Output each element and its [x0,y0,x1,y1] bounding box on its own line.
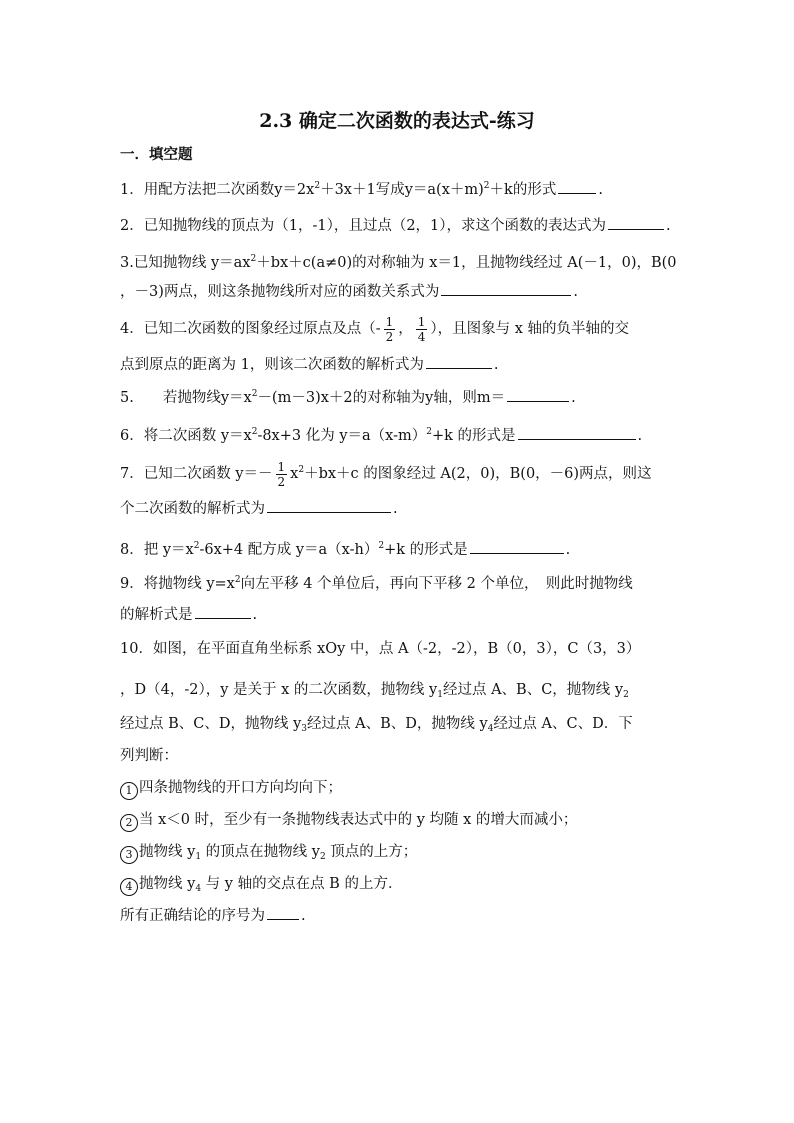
q7-exp: 2 [298,465,305,475]
question-5 [120,385,576,407]
q8-exp2: 2 [378,541,385,551]
question-10 [120,640,640,658]
q9-text2: 向左平移 4 个单位后，再向下平移 2 个单位， 则此时抛物线 [240,576,633,592]
numerator: 1 [417,314,426,329]
answer-blank[interactable] [507,387,569,402]
q10-text: ，D（4，-2），y 是关于 x 的二次函数，抛物线 y [120,682,438,698]
question-7 [120,452,652,492]
question-1 [120,177,603,199]
period: . [252,607,258,623]
option-text: 抛物线 y [139,876,196,892]
circled-number-1: 1 [120,782,138,800]
q5-exp: 2 [251,389,258,399]
final-text: 所有正确结论的序号为 [120,908,265,924]
subscript: 4 [195,884,202,894]
option-text: 与 y 轴的交点在点 B 的上方． [201,876,403,892]
option-text: 抛物线 y [139,844,196,860]
answer-blank[interactable] [195,604,251,619]
period: . [571,390,576,406]
denominator: 2 [277,474,286,489]
period: . [565,542,571,558]
question-10-line-4 [120,747,178,765]
question-10-line-3 [120,715,633,738]
q10-text: 经过点 A、C、D．下 [493,716,633,732]
section-heading: 一．填空题 [120,146,193,163]
q8-text2: -6x+4 配方成 y＝a（x-h） [199,542,379,558]
subscript: 3 [301,724,308,734]
final-question [120,905,306,925]
subscript: 2 [623,690,629,700]
q1-expr: y＝2x [274,182,315,198]
q7-var: x [290,466,299,482]
fraction [416,315,428,344]
q1-exp: 2 [314,181,321,191]
numerator: 1 [385,314,394,329]
q1-text: 1．用配方法把二次函数 [120,182,275,198]
q3-exp: 2 [250,254,257,264]
q3-text3: ，－3)两点，则这条抛物线所对应的函数关系式为 [120,284,440,300]
q8-text: 8．把 y＝x [120,542,194,558]
denominator: 2 [385,329,394,344]
answer-blank[interactable] [441,281,571,296]
option-text: 四条抛物线的开口方向均向下； [139,780,342,796]
q2-text: 2．已知抛物线的顶点为（1，-1），且过点（2，1），求这个函数的表达式为 [120,218,607,234]
separator: ， [398,321,413,337]
q1-exp2: 2 [483,181,490,191]
fraction [384,315,396,344]
q3-text: 3.已知抛物线 y＝ax [120,255,251,271]
q4-text2: ），且图象与 x 轴的负半轴的交 [430,321,630,337]
circled-number-3: 3 [120,846,138,864]
period: . [493,357,499,373]
question-8 [120,537,570,559]
circled-number-4: 4 [120,878,138,896]
option-2 [120,811,577,832]
subscript: 1 [195,852,202,862]
q9-exp: 2 [234,575,241,585]
q4-text: 4．已知二次函数的图象经过原点及点（- [120,321,381,337]
period: . [666,218,671,234]
denominator: 4 [417,329,426,344]
period: . [637,428,643,444]
numerator: 1 [277,459,286,474]
period: . [573,284,578,300]
q6-exp2: 2 [426,427,432,437]
period: . [301,908,306,924]
answer-blank[interactable] [470,539,564,554]
subscript: 2 [319,852,326,862]
option-text: 的顶点在抛物线 y [201,844,320,860]
q9-text: 9．将抛物线 y=x [120,576,235,592]
period: . [393,501,398,517]
q10-text: 经过点 A、B、D，抛物线 y [307,716,488,732]
option-4 [120,875,402,898]
q3-text2: ＋bx＋c(a≠0)的对称轴为 x＝1，且抛物线经过 A(－1，0)，B(0 [256,255,677,271]
question-6 [120,423,642,445]
q6-text3: +k 的形式是 [431,428,516,444]
subscript: 4 [487,724,494,734]
answer-blank[interactable] [267,905,299,920]
question-2 [120,215,671,235]
q6-text2: -8x+3 化为 y＝a（x-m） [257,428,427,444]
answer-blank[interactable] [267,498,391,513]
q8-exp: 2 [193,541,200,551]
question-4 [120,312,629,346]
option-text: 当 x＜0 时，至少有一条抛物线表达式中的 y 均随 x 的增大而减小； [139,812,578,828]
q1-expr2: ＋3x＋1写成y＝a(x＋m) [320,182,484,198]
subscript: 1 [437,690,443,700]
option-3 [120,843,417,866]
q6-text: 6．将二次函数 y＝x [120,428,252,444]
q7-text2: ＋bx＋c 的图象经过 A(2，0)，B(0，－6)两点，则这 [304,466,652,482]
q10-line-1: 10．如图，在平面直角坐标系 xOy 中，点 A（-2，-2），B（0，3），C（3，3） [120,641,641,657]
question-7-cont [120,498,398,518]
q5-text2: －(m－3)x＋2的对称轴为y轴，则m＝ [257,390,506,406]
q1-text2: ＋k的形式 [489,182,557,198]
q5-text: 5. 若抛物线y＝x [120,390,252,406]
q10-text: 经过点 A、B、C，抛物线 y [442,682,624,698]
option-1 [120,779,342,800]
question-9-cont [120,604,257,624]
q7-text: 7．已知二次函数 y＝－ [120,466,273,482]
q10-text: 经过点 B、C、D，抛物线 y [120,716,302,732]
option-text: 顶点的上方； [325,844,418,860]
answer-blank[interactable] [608,215,664,230]
q10-text: 列判断： [120,748,178,764]
q7-text3: 个二次函数的解析式为 [120,501,265,517]
answer-blank[interactable] [558,179,596,194]
circled-number-2: 2 [120,814,138,832]
q9-text3: 的解析式是 [120,607,193,623]
fraction [276,460,288,489]
answer-blank[interactable] [426,354,492,369]
question-10-line-2 [120,681,629,704]
question-4-cont [120,354,498,374]
q8-text3: +k 的形式是 [384,542,468,558]
question-3 [120,250,677,272]
question-9 [120,571,633,593]
q6-exp: 2 [251,427,258,437]
page-title: 2.3 确定二次函数的表达式-练习 [259,110,535,132]
answer-blank[interactable] [518,425,636,440]
period: . [598,182,603,198]
question-3-cont [120,281,578,301]
q4-text3: 点到原点的距离为 1，则该二次函数的解析式为 [120,357,424,373]
